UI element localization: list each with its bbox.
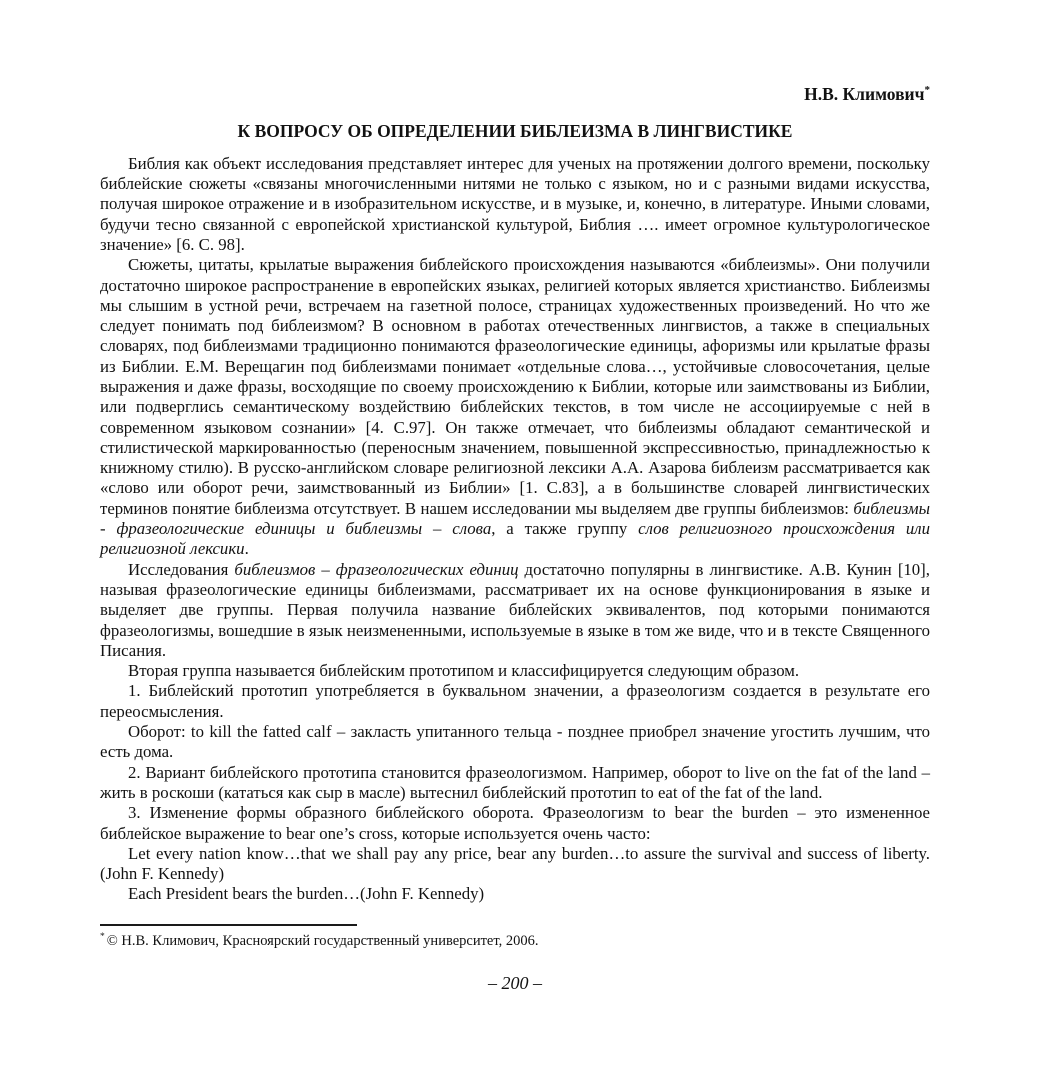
article-body bbox=[100, 154, 930, 905]
author-footnote-mark: * bbox=[924, 84, 930, 97]
paragraph bbox=[100, 661, 930, 681]
text-segment: Оборот: to kill the fatted calf – закласть упитанного тельца - позднее приобрел значение угостить лучшим, что есть дома. bbox=[100, 722, 930, 762]
text-segment: Each President bears the burden…(John F. Kennedy) bbox=[128, 884, 485, 904]
text-segment: 2. Вариант библейского прототипа становится фразеологизмом. Например, оборот to live on the fat of the land – жить в роскоши (кататься как сыр в масле) вытеснил библейский прототип to eat of the fat of the land. bbox=[100, 762, 930, 802]
footnote bbox=[100, 932, 930, 950]
text-segment: Сюжеты, цитаты, крылатые выражения библейского происхождения называются «библеизмы». Они получили достаточно широкое распространение в европейских языках, религией которых является христианство. Библеизмы мы слышим в устной речи, встречаем на газетной полосе, страницах художественных произведений. Но что же следует понимать под библеизмом? В основном в работах отечественных лингвистов, а также в специальных словарях, под библеизмами традиционно понимаются фразеологические единицы, афоризмы или крылатые фразы из Библии. Е.М. Верещагин под библеизмами понимает «отдельные слова…, устойчивые словосочетания, целые выражения и даже фразы, восходящие по своему происхождению к Библии, которые или заимствованы из Библии, или подверглись семантическому воздействию библейских текстов, в том числе не ассоциируемые с ней в современном языковом сознании» [4. С.97]. Он также отмечает, что библеизмы обладают семантической и стилистической маркированностью (переносным значением, повышенной экспрессивностью, принадлежностью к книжному стилю). В русско-английском словаре религиозной лексики А.А. Азарова библеизм рассматривается как «слово или оборот речи, заимствованный из Библии» [1. С.83], а в большинстве словарей лингвистических терминов понятие библеизма отсутствует. В нашем исследовании мы выделяем две группы библеизмов: bbox=[100, 255, 930, 518]
text-segment: Исследования bbox=[128, 559, 235, 579]
footnote-separator bbox=[100, 924, 357, 926]
paragraph bbox=[100, 803, 930, 844]
text-segment-italic: слов религиозного происхождения или религиозной лексики bbox=[100, 519, 930, 559]
footnote-block bbox=[100, 924, 930, 950]
footnote-mark: * bbox=[100, 932, 105, 943]
text-segment: достаточно популярны в лингвистике. А.В. Кунин [10], называя фразеологические единицы библеизмами, рассматривает их на основе функционирования в языке и выделяет две группы. Первая получила название библейских эквивалентов, под которыми понимаются фразеологизмы, вошедшие в язык неизмененными, используемые в языке в том же виде, что и в тексте Священного Писания. bbox=[100, 559, 930, 660]
paragraph bbox=[100, 255, 930, 559]
paragraph bbox=[100, 844, 930, 885]
text-segment: 1. Библейский прототип употребляется в буквальном значении, а фразеологизм создается в результате его переосмысления. bbox=[100, 681, 930, 721]
text-segment-italic: библеизмов – фразеологических единиц bbox=[234, 559, 519, 579]
paragraph bbox=[100, 763, 930, 804]
text-segment-italic: библеизмы - фразеологические единицы и библеизмы – слова bbox=[100, 498, 930, 539]
text-segment: Вторая группа называется библейским прототипом и классифицируется следующим образом. bbox=[128, 661, 800, 681]
paragraph bbox=[100, 681, 930, 722]
article-title: К ВОПРОСУ ОБ ОПРЕДЕЛЕНИИ БИБЛЕИЗМА В ЛИНГВИСТИКЕ bbox=[237, 121, 793, 141]
page bbox=[100, 0, 930, 905]
paragraph bbox=[100, 560, 930, 661]
paragraph bbox=[100, 884, 930, 904]
author-name: Н.В. Климович bbox=[804, 84, 925, 104]
text-segment: Библия как объект исследования представляет интерес для ученых на протяжении долгого времени, поскольку библейские сюжеты «связаны многочисленными нитями не только с языком, но и с разными видами искусства, получая широкое отражение и в изобразительном искусстве, и в музыке, и, конечно, в литературе. Иными словами, будучи тесно связанной с европейской христианской культурой, Библия …. имеет огромное культурологическое значение» [6. С. 98]. bbox=[100, 153, 930, 254]
text-segment: Let every nation know…that we shall pay any price, bear any burden…to assure the survival and success of liberty. (John F. Kennedy) bbox=[100, 843, 930, 884]
text-segment: , а также группу bbox=[491, 519, 639, 539]
paragraph bbox=[100, 154, 930, 255]
author-line bbox=[100, 84, 930, 104]
text-segment: . bbox=[244, 539, 249, 559]
text-segment: 3. Изменение формы образного библейского оборота. Фразеологизм to bear the burden – это измененное библейское выражение to bear one’s cross, которые используется очень часто: bbox=[100, 803, 930, 843]
paragraph bbox=[100, 722, 930, 763]
footnote-label: © Н.В. Климович, Красноярский государственный университет, 2006. bbox=[106, 933, 539, 949]
page-number: – 200 – bbox=[488, 973, 542, 993]
